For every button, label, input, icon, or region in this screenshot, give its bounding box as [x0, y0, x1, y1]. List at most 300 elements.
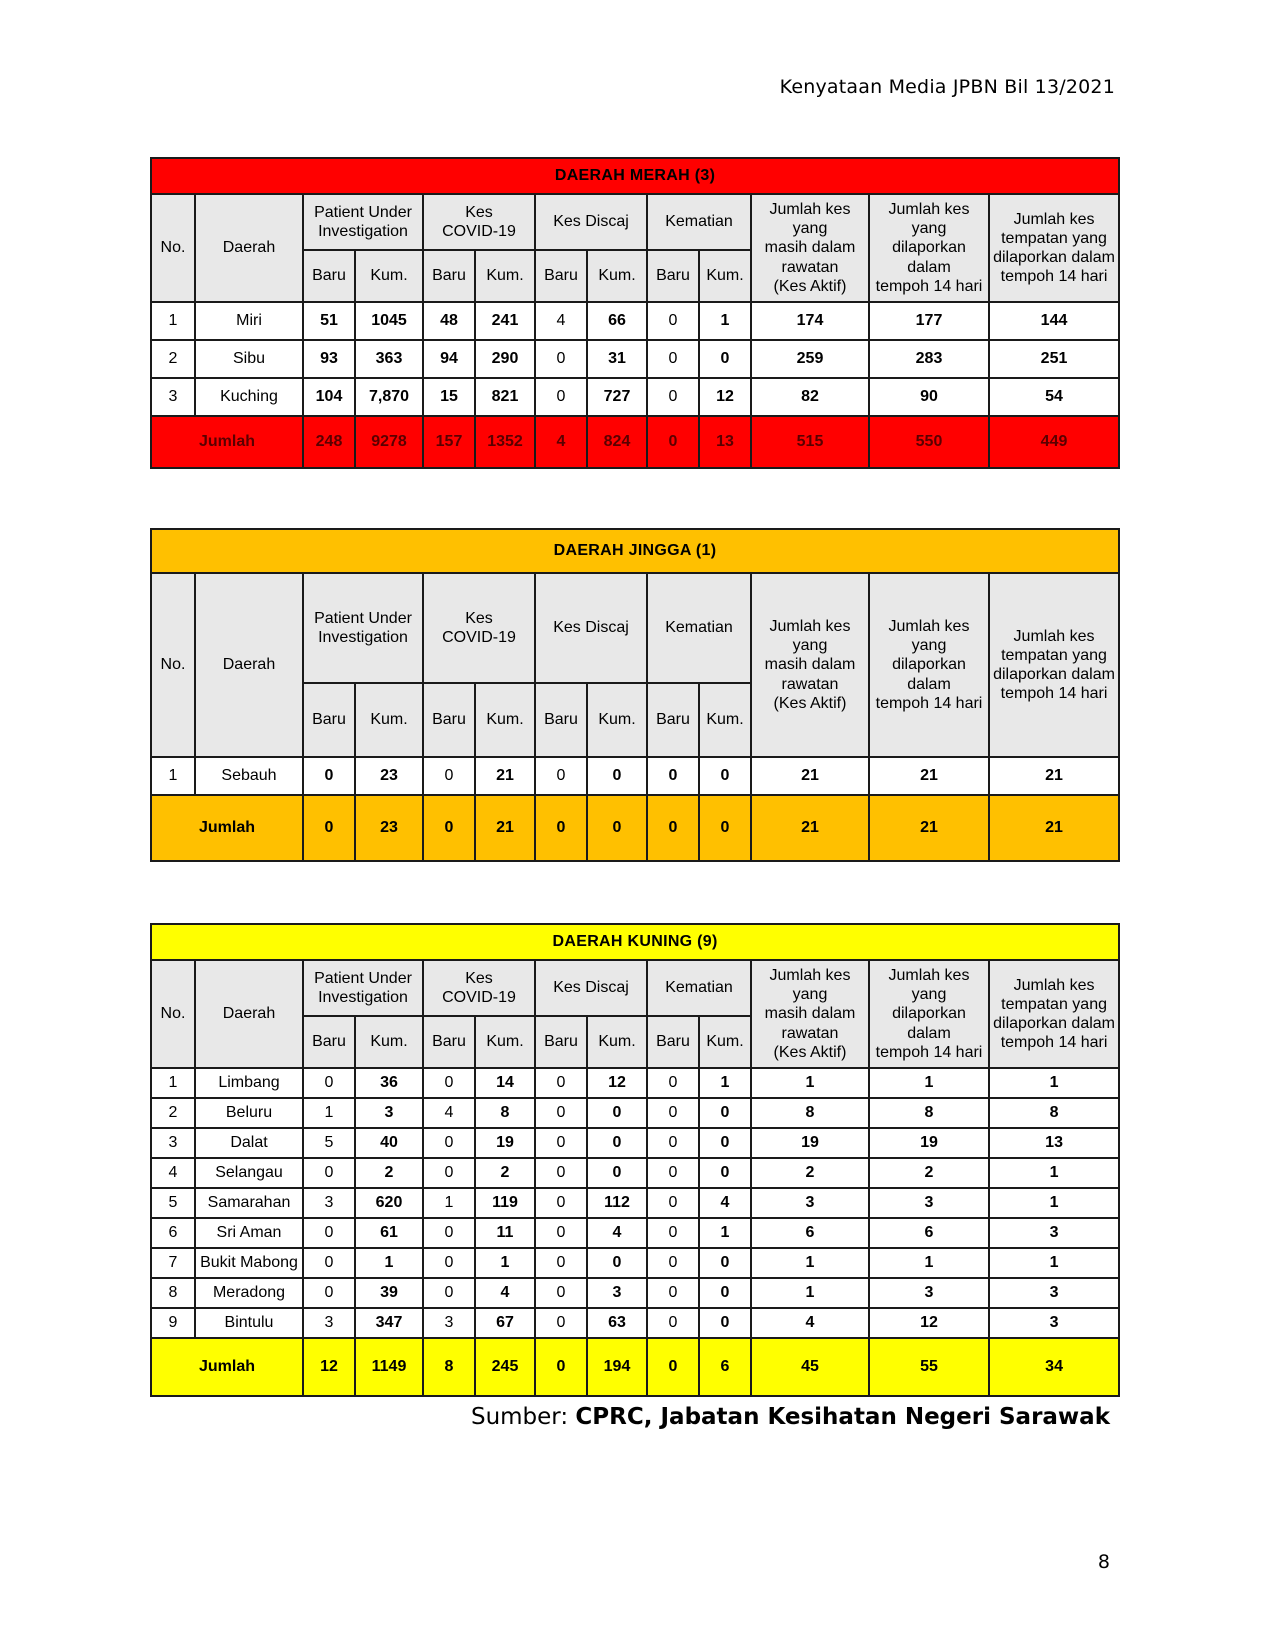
col-header-kum [699, 1016, 751, 1068]
source-prefix: Sumber: [470, 1404, 576, 1430]
cell-value: 3 [303, 1308, 355, 1338]
cell-value: 48 [423, 302, 475, 340]
cell-value: 0 [423, 1158, 475, 1188]
cell-value: 0 [535, 757, 587, 795]
table-row [151, 1248, 1119, 1278]
col-header-kum [355, 683, 423, 757]
col-header-label: Kum. [370, 711, 408, 729]
col-header-pui [303, 573, 423, 683]
col-header-label: Kematian [665, 619, 733, 637]
zone-jingga [150, 528, 1115, 862]
cell-value: 363 [355, 340, 423, 378]
col-header-tempatan [989, 573, 1119, 757]
table-row [151, 1278, 1119, 1308]
table-row [151, 1068, 1119, 1098]
cell-value: 1 [989, 1248, 1119, 1278]
col-header-label: Baru [432, 711, 466, 729]
col-header-tempatan [989, 194, 1119, 302]
col-header-daerah [195, 960, 303, 1068]
cell-value: 2 [355, 1158, 423, 1188]
cell-value: 39 [355, 1278, 423, 1308]
total-row [151, 416, 1119, 468]
col-header-no [151, 573, 195, 757]
cell-value: 15 [423, 378, 475, 416]
col-header-label: Jumlah kes yang masih dalam rawatan (Kes Aktif) [764, 618, 856, 712]
daerah-name: Dalat [195, 1128, 303, 1158]
col-header-dilapor [869, 194, 989, 302]
col-header-kum [699, 250, 751, 302]
page-number: 8 [1097, 1551, 1110, 1573]
cell-value: 0 [587, 1248, 647, 1278]
col-header-label: Kum. [370, 1033, 408, 1051]
cell-value: 1 [989, 1188, 1119, 1218]
daerah-name: Kuching [195, 378, 303, 416]
cell-value: 0 [699, 1278, 751, 1308]
cell-value: 4 [475, 1278, 535, 1308]
col-header-dilapor [869, 960, 989, 1068]
zone-table [150, 157, 1120, 469]
cell-value: 1 [699, 1218, 751, 1248]
cell-value: 0 [423, 1278, 475, 1308]
cell-value: 19 [475, 1128, 535, 1158]
col-header-kematian [647, 960, 751, 1016]
table-row [151, 302, 1119, 340]
col-header-label: Baru [656, 267, 690, 285]
col-header-aktif [751, 194, 869, 302]
zone-kuning [150, 923, 1115, 1397]
cell-value: 283 [869, 340, 989, 378]
col-header-label: Kum. [706, 1033, 744, 1051]
col-header-daerah [195, 573, 303, 757]
col-header-discaj [535, 194, 647, 250]
total-value: 23 [355, 795, 423, 861]
row-number: 2 [151, 1098, 195, 1128]
col-header-kematian [647, 573, 751, 683]
total-value: 8 [423, 1338, 475, 1396]
col-header-label: Jumlah kes yang dilaporkan dalam tempoh 14 hari [875, 618, 983, 712]
cell-value: 0 [647, 1278, 699, 1308]
cell-value: 6 [751, 1218, 869, 1248]
cell-value: 63 [587, 1308, 647, 1338]
col-header-kum [699, 683, 751, 757]
col-header-label: Jumlah kes yang dilaporkan dalam tempoh 14 hari [875, 201, 983, 295]
col-header-label: Patient Under Investigation [314, 609, 412, 646]
zone-table [150, 528, 1120, 862]
source-line [471, 1404, 1110, 1430]
col-header-label: Baru [432, 1033, 466, 1051]
total-label: Jumlah [151, 416, 303, 468]
cell-value: 0 [303, 1158, 355, 1188]
daerah-name: Limbang [195, 1068, 303, 1098]
cell-value: 5 [303, 1128, 355, 1158]
cell-value: 93 [303, 340, 355, 378]
cell-value: 0 [587, 1098, 647, 1128]
daerah-name: Miri [195, 302, 303, 340]
cell-value: 0 [303, 1278, 355, 1308]
cell-value: 8 [475, 1098, 535, 1128]
cell-value: 7,870 [355, 378, 423, 416]
cell-value: 0 [647, 1068, 699, 1098]
col-header-kum [587, 1016, 647, 1068]
row-number: 3 [151, 1128, 195, 1158]
col-header-label: Kum. [598, 267, 636, 285]
cell-value: 0 [303, 1068, 355, 1098]
col-header-baru [303, 683, 355, 757]
zone-title: DAERAH KUNING (9) [151, 924, 1119, 960]
cell-value: 1 [989, 1158, 1119, 1188]
col-header-label: Jumlah kes yang dilaporkan dalam tempoh 14 hari [875, 967, 983, 1061]
cell-value: 31 [587, 340, 647, 378]
col-header-label: Daerah [222, 1005, 276, 1023]
cell-value: 0 [699, 340, 751, 378]
cell-value: 1 [355, 1248, 423, 1278]
cell-value: 0 [647, 378, 699, 416]
cell-value: 0 [647, 340, 699, 378]
cell-value: 19 [751, 1128, 869, 1158]
cell-value: 3 [869, 1188, 989, 1218]
table-row [151, 757, 1119, 795]
table-row [151, 1128, 1119, 1158]
col-header-label: Kum. [370, 267, 408, 285]
total-value: 449 [989, 416, 1119, 468]
cell-value: 14 [475, 1068, 535, 1098]
col-header-kes [423, 194, 535, 250]
cell-value: 0 [535, 1218, 587, 1248]
daerah-name: Bukit Mabong [195, 1248, 303, 1278]
total-value: 0 [587, 795, 647, 861]
cell-value: 21 [989, 757, 1119, 795]
row-number: 3 [151, 378, 195, 416]
cell-value: 1 [699, 1068, 751, 1098]
cell-value: 821 [475, 378, 535, 416]
cell-value: 4 [587, 1218, 647, 1248]
col-header-label: Kum. [706, 267, 744, 285]
cell-value: 13 [989, 1128, 1119, 1158]
cell-value: 0 [647, 1158, 699, 1188]
cell-value: 1 [475, 1248, 535, 1278]
cell-value: 40 [355, 1128, 423, 1158]
cell-value: 0 [647, 1188, 699, 1218]
col-header-kum [587, 683, 647, 757]
col-header-baru [647, 1016, 699, 1068]
col-header-kum [475, 250, 535, 302]
table-row [151, 378, 1119, 416]
total-label: Jumlah [151, 1338, 303, 1396]
cell-value: 66 [587, 302, 647, 340]
col-header-label: Kes COVID-19 [442, 203, 516, 240]
cell-value: 3 [869, 1278, 989, 1308]
daerah-name: Beluru [195, 1098, 303, 1128]
col-header-label: No. [160, 239, 186, 257]
col-header-discaj [535, 573, 647, 683]
cell-value: 19 [869, 1128, 989, 1158]
total-value: 0 [647, 795, 699, 861]
col-header-kum [587, 250, 647, 302]
row-number: 1 [151, 757, 195, 795]
total-value: 0 [303, 795, 355, 861]
cell-value: 12 [587, 1068, 647, 1098]
col-header-tempatan [989, 960, 1119, 1068]
cell-value: 3 [355, 1098, 423, 1128]
total-value: 0 [535, 795, 587, 861]
col-header-kum [475, 1016, 535, 1068]
cell-value: 11 [475, 1218, 535, 1248]
cell-value: 1 [303, 1098, 355, 1128]
cell-value: 0 [303, 1248, 355, 1278]
col-header-label: Kum. [598, 711, 636, 729]
cell-value: 23 [355, 757, 423, 795]
col-header-label: Baru [312, 267, 346, 285]
cell-value: 0 [423, 1218, 475, 1248]
cell-value: 0 [647, 1248, 699, 1278]
col-header-label: Jumlah kes tempatan yang dilaporkan dalam tempoh 14 hari [993, 210, 1115, 286]
cell-value: 21 [869, 757, 989, 795]
total-value: 515 [751, 416, 869, 468]
total-value: 4 [535, 416, 587, 468]
cell-value: 347 [355, 1308, 423, 1338]
col-header-kum [355, 1016, 423, 1068]
col-header-label: Baru [432, 267, 466, 285]
row-number: 4 [151, 1158, 195, 1188]
col-header-label: Kematian [665, 979, 733, 997]
col-header-dilapor [869, 573, 989, 757]
cell-value: 3 [989, 1218, 1119, 1248]
cell-value: 0 [587, 1158, 647, 1188]
cell-value: 1 [989, 1068, 1119, 1098]
cell-value: 4 [751, 1308, 869, 1338]
col-header-label: Kes Discaj [553, 979, 629, 997]
cell-value: 0 [535, 340, 587, 378]
col-header-label: Baru [656, 711, 690, 729]
cell-value: 0 [535, 1158, 587, 1188]
total-value: 21 [475, 795, 535, 861]
row-number: 1 [151, 302, 195, 340]
col-header-pui [303, 194, 423, 250]
col-header-kes [423, 960, 535, 1016]
total-value: 1149 [355, 1338, 423, 1396]
cell-value: 0 [535, 1068, 587, 1098]
col-header-label: No. [160, 1005, 186, 1023]
cell-value: 1 [869, 1068, 989, 1098]
zone-title: DAERAH MERAH (3) [151, 158, 1119, 194]
cell-value: 82 [751, 378, 869, 416]
col-header-label: Daerah [222, 239, 276, 257]
cell-value: 3 [587, 1278, 647, 1308]
zone-merah [150, 157, 1115, 469]
cell-value: 1 [869, 1248, 989, 1278]
cell-value: 54 [989, 378, 1119, 416]
cell-value: 12 [869, 1308, 989, 1338]
cell-value: 241 [475, 302, 535, 340]
cell-value: 0 [535, 1098, 587, 1128]
cell-value: 1 [751, 1068, 869, 1098]
col-header-baru [647, 250, 699, 302]
cell-value: 94 [423, 340, 475, 378]
cell-value: 0 [647, 1098, 699, 1128]
cell-value: 67 [475, 1308, 535, 1338]
table-row [151, 1158, 1119, 1188]
cell-value: 3 [989, 1308, 1119, 1338]
col-header-discaj [535, 960, 647, 1016]
col-header-label: Kum. [486, 267, 524, 285]
col-header-baru [647, 683, 699, 757]
cell-value: 8 [989, 1098, 1119, 1128]
cell-value: 1 [423, 1188, 475, 1218]
zone-title: DAERAH JINGGA (1) [151, 529, 1119, 573]
total-value: 13 [699, 416, 751, 468]
total-value: 12 [303, 1338, 355, 1396]
cell-value: 4 [423, 1098, 475, 1128]
row-number: 1 [151, 1068, 195, 1098]
cell-value: 0 [647, 1128, 699, 1158]
daerah-name: Selangau [195, 1158, 303, 1188]
cell-value: 0 [535, 1248, 587, 1278]
table-row [151, 340, 1119, 378]
total-value: 245 [475, 1338, 535, 1396]
cell-value: 0 [303, 1218, 355, 1248]
col-header-kes [423, 573, 535, 683]
cell-value: 61 [355, 1218, 423, 1248]
col-header-label: Kes Discaj [553, 213, 629, 231]
total-value: 194 [587, 1338, 647, 1396]
cell-value: 620 [355, 1188, 423, 1218]
cell-value: 1 [751, 1248, 869, 1278]
col-header-no [151, 194, 195, 302]
total-value: 0 [647, 1338, 699, 1396]
table-row [151, 1308, 1119, 1338]
cell-value: 0 [535, 1308, 587, 1338]
cell-value: 3 [751, 1188, 869, 1218]
col-header-label: Kum. [706, 711, 744, 729]
cell-value: 3 [423, 1308, 475, 1338]
total-value: 34 [989, 1338, 1119, 1396]
col-header-baru [535, 683, 587, 757]
col-header-label: Kum. [486, 711, 524, 729]
col-header-label: Baru [544, 267, 578, 285]
col-header-daerah [195, 194, 303, 302]
col-header-label: No. [160, 656, 186, 674]
cell-value: 1 [699, 302, 751, 340]
source-name: CPRC, Jabatan Kesihatan Negeri Sarawak [575, 1404, 1110, 1430]
col-header-baru [423, 683, 475, 757]
col-header-aktif [751, 573, 869, 757]
col-header-label: Kematian [665, 213, 733, 231]
cell-value: 8 [751, 1098, 869, 1128]
col-header-kum [475, 683, 535, 757]
col-header-label: Jumlah kes yang masih dalam rawatan (Kes Aktif) [764, 201, 856, 295]
cell-value: 177 [869, 302, 989, 340]
cell-value: 1 [751, 1278, 869, 1308]
col-header-label: Baru [312, 711, 346, 729]
total-value: 6 [699, 1338, 751, 1396]
cell-value: 259 [751, 340, 869, 378]
col-header-label: Jumlah kes tempatan yang dilaporkan dalam tempoh 14 hari [993, 976, 1115, 1052]
col-header-label: Baru [544, 1033, 578, 1051]
col-header-label: Daerah [222, 656, 276, 674]
cell-value: 2 [475, 1158, 535, 1188]
col-header-kematian [647, 194, 751, 250]
col-header-baru [535, 1016, 587, 1068]
col-header-kum [355, 250, 423, 302]
cell-value: 21 [751, 757, 869, 795]
cell-value: 0 [647, 1308, 699, 1338]
cell-value: 727 [587, 378, 647, 416]
col-header-aktif [751, 960, 869, 1068]
cell-value: 290 [475, 340, 535, 378]
col-header-baru [303, 250, 355, 302]
col-header-pui [303, 960, 423, 1016]
col-header-label: Baru [544, 711, 578, 729]
col-header-label: Kum. [598, 1033, 636, 1051]
total-value: 0 [647, 416, 699, 468]
cell-value: 2 [869, 1158, 989, 1188]
cell-value: 3 [989, 1278, 1119, 1308]
total-value: 1352 [475, 416, 535, 468]
cell-value: 0 [587, 1128, 647, 1158]
total-value: 45 [751, 1338, 869, 1396]
total-value: 21 [751, 795, 869, 861]
daerah-name: Sibu [195, 340, 303, 378]
cell-value: 1045 [355, 302, 423, 340]
row-number: 9 [151, 1308, 195, 1338]
col-header-label: Jumlah kes tempatan yang dilaporkan dalam tempoh 14 hari [993, 627, 1115, 703]
col-header-label: Baru [656, 1033, 690, 1051]
cell-value: 0 [699, 1098, 751, 1128]
total-value: 824 [587, 416, 647, 468]
total-value: 550 [869, 416, 989, 468]
cell-value: 0 [699, 1308, 751, 1338]
cell-value: 0 [587, 757, 647, 795]
total-value: 55 [869, 1338, 989, 1396]
daerah-name: Sebauh [195, 757, 303, 795]
cell-value: 3 [303, 1188, 355, 1218]
cell-value: 0 [535, 378, 587, 416]
cell-value: 104 [303, 378, 355, 416]
cell-value: 90 [869, 378, 989, 416]
col-header-label: Kes COVID-19 [442, 969, 516, 1006]
cell-value: 144 [989, 302, 1119, 340]
total-value: 21 [869, 795, 989, 861]
total-value: 0 [423, 795, 475, 861]
cell-value: 0 [699, 757, 751, 795]
col-header-baru [303, 1016, 355, 1068]
cell-value: 0 [303, 757, 355, 795]
cell-value: 4 [699, 1188, 751, 1218]
col-header-label: Patient Under Investigation [314, 203, 412, 240]
daerah-name: Bintulu [195, 1308, 303, 1338]
cell-value: 8 [869, 1098, 989, 1128]
col-header-baru [535, 250, 587, 302]
row-number: 8 [151, 1278, 195, 1308]
table-row [151, 1188, 1119, 1218]
table-row [151, 1218, 1119, 1248]
cell-value: 0 [535, 1188, 587, 1218]
row-number: 2 [151, 340, 195, 378]
row-number: 5 [151, 1188, 195, 1218]
col-header-baru [423, 1016, 475, 1068]
cell-value: 0 [423, 1128, 475, 1158]
total-value: 248 [303, 416, 355, 468]
cell-value: 0 [699, 1248, 751, 1278]
cell-value: 119 [475, 1188, 535, 1218]
daerah-name: Meradong [195, 1278, 303, 1308]
cell-value: 251 [989, 340, 1119, 378]
total-row [151, 1338, 1119, 1396]
cell-value: 0 [699, 1158, 751, 1188]
total-value: 9278 [355, 416, 423, 468]
row-number: 7 [151, 1248, 195, 1278]
col-header-label: Kes Discaj [553, 619, 629, 637]
